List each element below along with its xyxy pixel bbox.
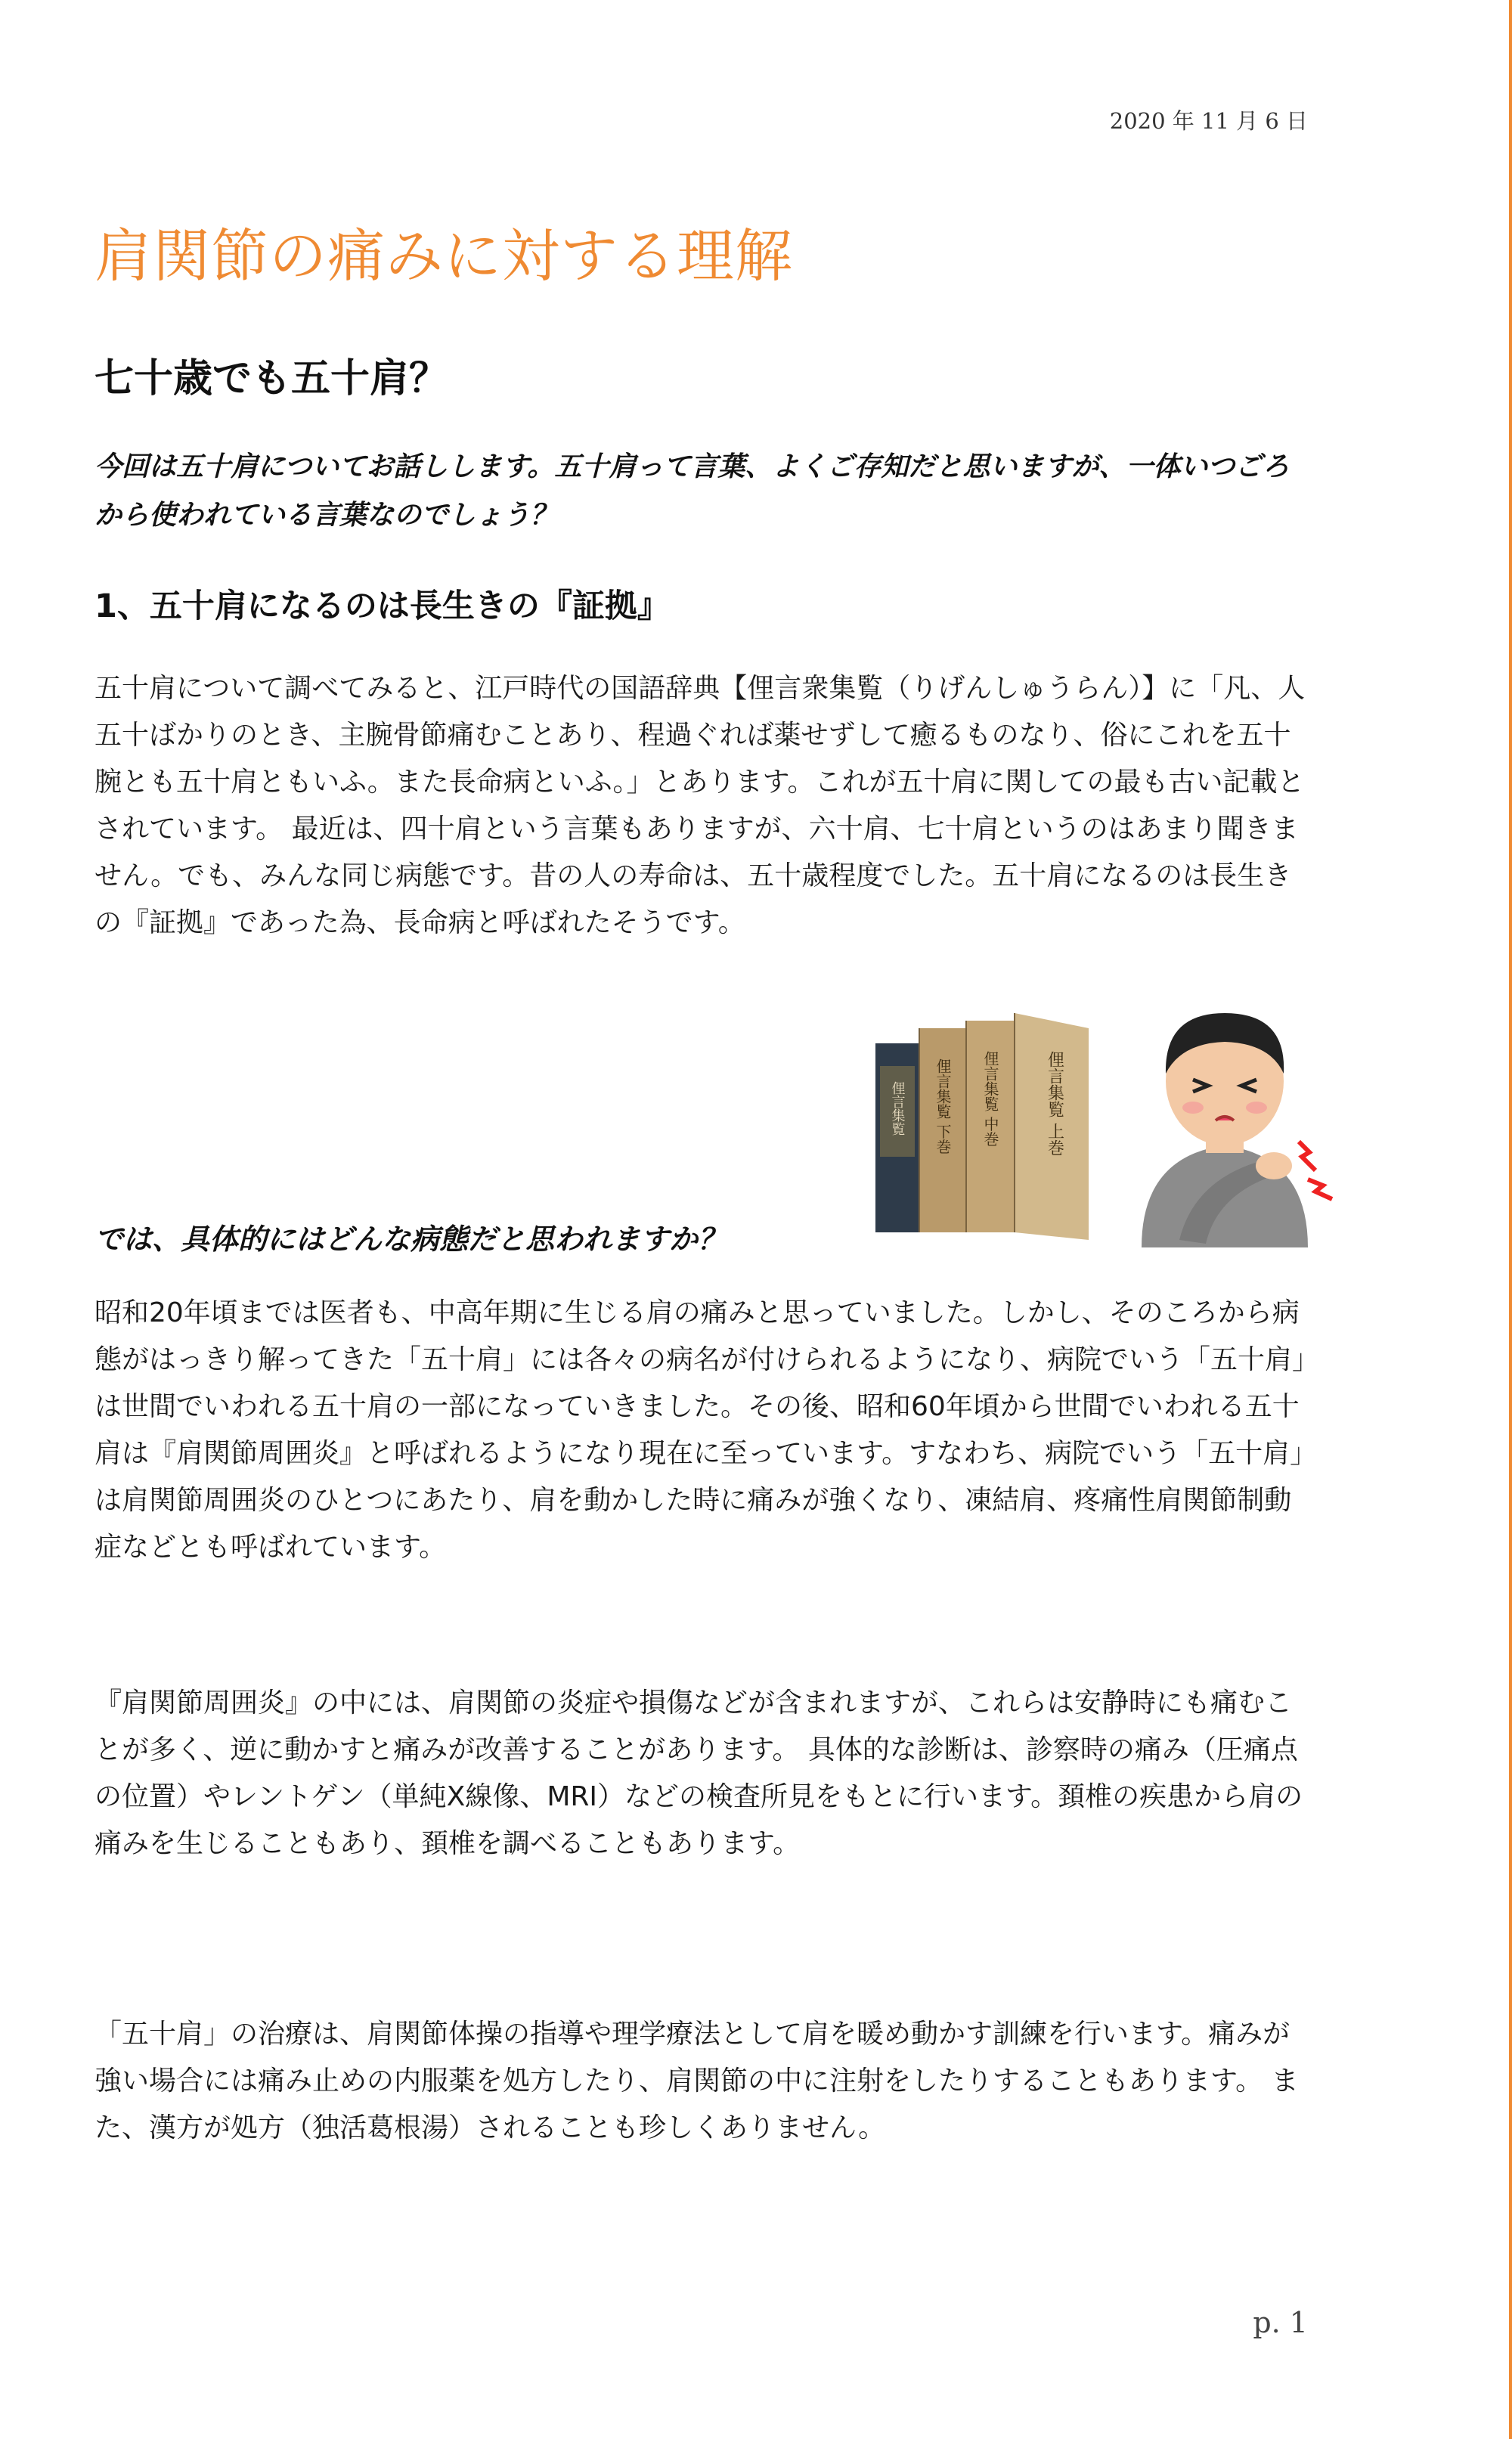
paragraph-treatment: 「五十肩」の治療は、肩関節体操の指導や理学療法として肩を暖め動かす訓練を行います。痛みが強い場合には痛み止めの内服薬を処方したり、肩関節の中に注射をしたりすることもあります。 また、漢方が処方（独活葛根湯）されることも珍しくありません。 <box>94 2019 1299 2143</box>
paragraph-diagnosis: 『肩関節周囲炎』の中には、肩関節の炎症や損傷などが含まれますが、これらは安静時にも痛むことが多く、逆に動かすと痛みが改善することがあります。 具体的な診断は、診察時の痛み（圧痛点の位置）やレントゲン（単純X線像、MRI）などの検査所見をもとに行います。頚椎の疾患から肩の痛みを生じることもあり、頚椎を調べることもあります。 <box>94 1687 1303 1859</box>
section-heading: 1、五十肩になるのは長生きの『証拠』 <box>94 587 670 625</box>
intro-paragraph: 今回は五十肩についてお話しします。五十肩って言葉、よくご存知だと思いますが、一体いつごろから使われている言葉なのでしょう？ <box>94 451 1290 531</box>
book-stack-icon <box>869 998 1096 1247</box>
book-cover-text: 俚言集覧 上巻 <box>1045 1051 1064 1156</box>
page-title: 肩関節の痛みに対する理解 <box>94 222 793 290</box>
paragraph-pathology: 昭和20年頃までは医者も、中高年期に生じる肩の痛みと思っていました。しかし、そのころから病態がはっきり解ってきた「五十肩」には各々の病名が付けられるようになり、病院でいう「五十肩」は世間でいわれる五十肩の一部になっていきました。その後、昭和60年頃から世間でいわれる五十肩は『肩関節周囲炎』と呼ばれるようになり現在に至っています。すなわち、病院でいう「五十肩」は肩関節周囲炎のひとつにあたり、肩を動かした時に痛みが強くなり、凍結肩、疼痛性肩関節制動症などとも呼ばれています。 <box>94 1297 1306 1563</box>
book-spine-text-1: 俚言集覧 下巻 <box>934 1058 952 1154</box>
question-heading: では、具体的にはどんな病態だと思われますか？ <box>94 1223 727 1256</box>
shoulder-pain-person-icon <box>1111 990 1338 1247</box>
page-number: p. 1 <box>1253 2306 1308 2339</box>
book-left-text: 俚言集覧 <box>889 1081 906 1136</box>
page-edge-accent-bar <box>1509 0 1512 2439</box>
section-paragraph-history: 五十肩について調べてみると、江戸時代の国語辞典【俚言衆集覧（りげんしゅうらん）】に「凡、人五十ばかりのとき、主腕骨節痛むことあり、程過ぐれば薬せずして癒るものなり、俗にこれを五十腕とも五十肩ともいふ。また長命病といふ。」とあります。これが五十肩に関しての最も古い記載とされています。 最近は、四十肩という言葉もありますが、六十肩、七十肩というのはあまり聞きません。でも、みんな同じ病態です。昔の人の寿命は、五十歳程度でした。五十肩になるのは長生きの『証拠』であった為、長命病と呼ばれたそうです。 <box>94 673 1306 938</box>
book-spine-text-2: 俚言集覧 中巻 <box>981 1051 999 1147</box>
pain-mark-icon <box>1299 1142 1315 1170</box>
article-subtitle: 七十歳でも五十肩？ <box>94 356 449 401</box>
person-hand <box>1256 1152 1292 1179</box>
document-date: 2020 年 11 月 6 日 <box>1109 108 1308 134</box>
